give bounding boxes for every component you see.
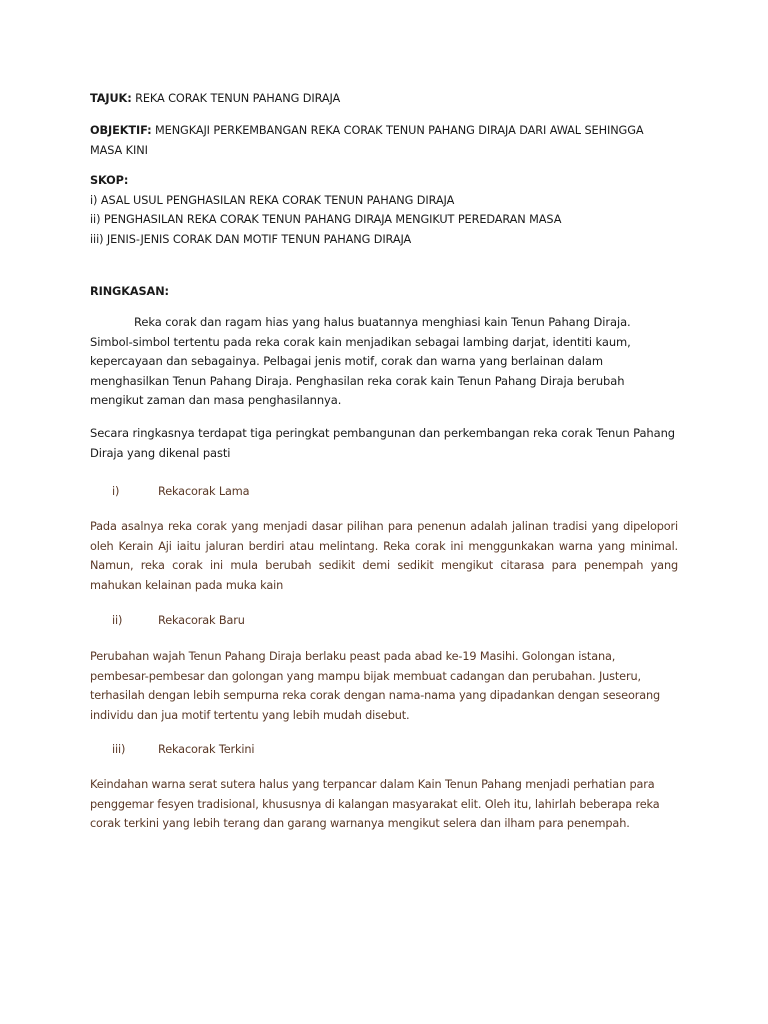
tajuk-label: TAJUK: — [90, 92, 132, 105]
section-3-title: Rekacorak Terkini — [158, 743, 255, 756]
skop-item-3: iii) JENIS-JENIS CORAK DAN MOTIF TENUN PAHANG DIRAJA — [90, 232, 412, 246]
section-3-body: Keindahan warna serat sutera halus yang terpancar dalam Kain Tenun Pahang menjadi perhatian para penggemar fesyen tradisional, khususnya di kalangan masyarakat elit. Oleh itu, lahirlah beberapa reka corak terkini yang lebih terang dan garang warnanya mengikut selera dan ilham para penempah. — [90, 778, 660, 830]
ringkasan-label: RINGKASAN: — [90, 285, 169, 298]
section-1-body: Pada asalnya reka corak yang menjadi dasar pilihan para penenun adalah jalinan tradisi yang dipelopori oleh Kerain Aji iaitu jaluran berdiri atau melintang. Reka corak ini menggunkakan warna yang minimal. Namun, reka corak ini mula berubah sedikit demi sedikit mengikut citarasa para penempah yang mahukan kelainan pada muka kain — [90, 520, 678, 592]
objektif-block — [90, 121, 670, 160]
section-3-number: iii) — [112, 743, 126, 756]
ringkasan-heading — [90, 282, 680, 302]
tajuk-line — [90, 89, 680, 109]
tajuk-value: REKA CORAK TENUN PAHANG DIRAJA — [135, 92, 341, 105]
objektif-label: OBJEKTIF: — [90, 124, 152, 137]
skop-block — [90, 171, 680, 249]
ringkasan-paragraph-2 — [90, 424, 682, 463]
section-2-title: Rekacorak Baru — [158, 614, 245, 627]
objektif-value: MENGKAJI PERKEMBANGAN REKA CORAK TENUN PAHANG DIRAJA DARI AWAL SEHINGGA MASA KINI — [90, 124, 644, 157]
ringkasan-paragraph-1-text: Reka corak dan ragam hias yang halus buatannya menghiasi kain Tenun Pahang Diraja. Simbol-simbol tertentu pada reka corak kain menjadikan sebagai lambing darjat, identiti kaum, kepercayaan dan sebagainya. Pelbagai jenis motif, corak dan warna yang berlainan dalam menghasilkan Tenun Pahang Diraja. Penghasilan reka corak kain Tenun Pahang Diraja berubah mengikut zaman dan masa penghasilannya. — [90, 315, 631, 407]
section-2-body: Perubahan wajah Tenun Pahang Diraja berlaku peast pada abad ke-19 Masihi. Golongan istana, pembesar-pembesar dan golongan yang mampu bijak membuat cadangan dan perubahan. Justeru, terhasilah dengan lebih sempurna reka corak dengan nama-nama yang dipadankan dengan seseorang individu dan jua motif tertentu yang lebih mudah disebut. — [90, 650, 661, 722]
section-2-number: ii) — [112, 614, 123, 627]
ringkasan-paragraph-2-text: Secara ringkasnya terdapat tiga peringkat pembangunan dan perkembangan reka corak Tenun Pahang Diraja yang dikenal pasti — [90, 426, 675, 460]
section-1-title: Rekacorak Lama — [158, 485, 250, 498]
ringkasan-paragraph-1 — [90, 313, 674, 411]
skop-label: SKOP: — [90, 174, 129, 187]
skop-item-2: ii) PENGHASILAN REKA CORAK TENUN PAHANG DIRAJA MENGIKUT PEREDARAN MASA — [90, 213, 562, 226]
section-1-number: i) — [112, 485, 120, 498]
skop-item-1: i) ASAL USUL PENGHASILAN REKA CORAK TENUN PAHANG DIRAJA — [90, 193, 455, 207]
